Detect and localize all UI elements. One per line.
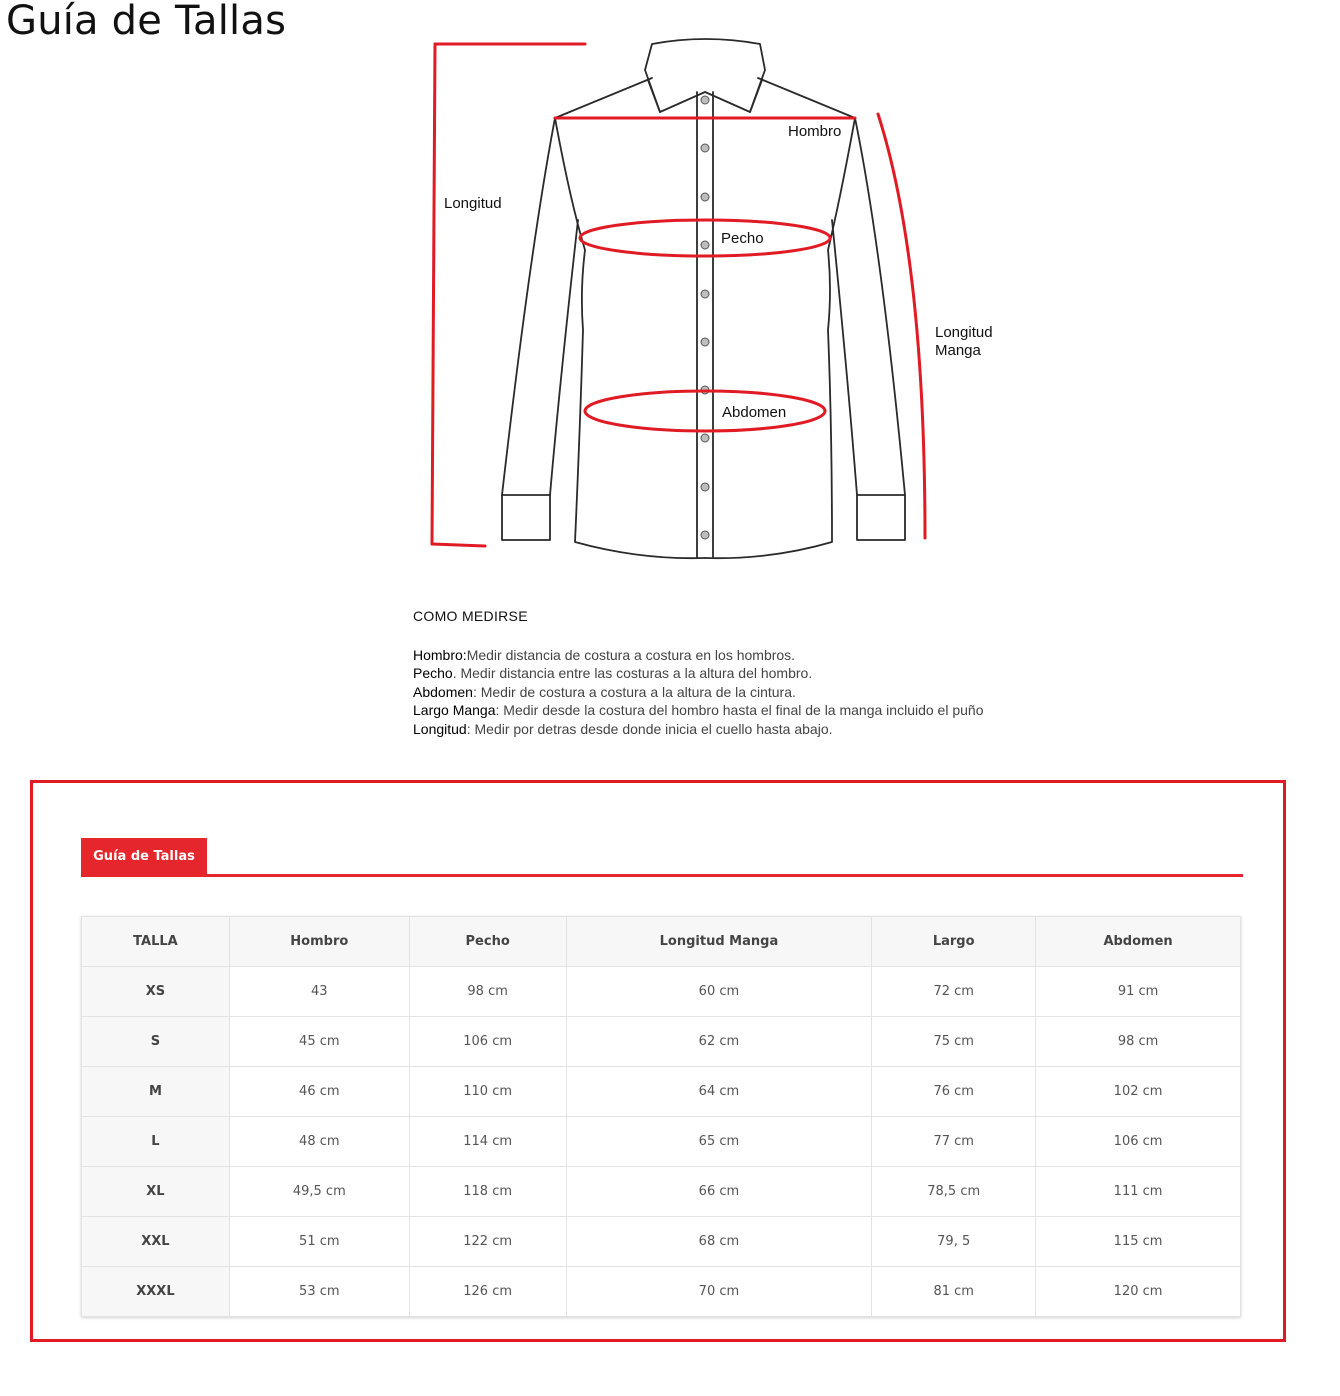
table-cell: 114 cm [409,1117,566,1167]
table-cell: 106 cm [409,1017,566,1067]
shirt-outline-icon [420,30,1060,590]
size-cell: L [82,1117,230,1167]
instruction-row-pecho [413,664,1113,683]
table-cell: 64 cm [566,1067,872,1117]
table-row [82,1117,1241,1167]
table-row [82,1267,1241,1317]
shirt-diagram [420,30,1060,590]
table-cell: 60 cm [566,967,872,1017]
table-cell: 62 cm [566,1017,872,1067]
instruction-row-largo-manga [413,701,1113,720]
size-cell: XXL [82,1217,230,1267]
column-header-talla: TALLA [82,917,230,967]
table-cell: 118 cm [409,1167,566,1217]
size-cell: XS [82,967,230,1017]
size-cell: XL [82,1167,230,1217]
instruction-desc: : Medir desde la costura del hombro hasta el final de la manga incluido el puño [495,702,984,718]
instruction-desc: : Medir por detras desde donde inicia el cuello hasta abajo. [466,720,833,737]
tab-underline [81,874,1243,877]
size-table [81,916,1241,1317]
label-abdomen: Abdomen [722,404,787,421]
table-cell: 122 cm [409,1217,566,1267]
instruction-desc: . Medir distancia entre las costuras a la altura del hombro. [452,665,813,681]
column-header-hombro: Hombro [229,917,409,967]
table-cell: 98 cm [1036,1017,1241,1067]
table-row [82,1067,1241,1117]
table-row [82,967,1241,1017]
table-cell: 49,5 cm [229,1167,409,1217]
table-cell: 48 cm [229,1117,409,1167]
column-header-largo: Largo [872,917,1036,967]
size-guide-tab-bar [81,838,1243,878]
page-title: Guía de Tallas [6,0,287,44]
table-cell: 43 [229,967,409,1017]
table-cell: 81 cm [872,1267,1036,1317]
table-cell: 53 cm [229,1267,409,1317]
table-cell: 66 cm [566,1167,872,1217]
instruction-row-abdomen [413,683,1113,702]
instruction-term: Abdomen [413,683,473,700]
table-cell: 111 cm [1036,1167,1241,1217]
table-cell: 126 cm [409,1267,566,1317]
table-cell: 106 cm [1036,1117,1241,1167]
table-row [82,1167,1241,1217]
label-longitud: Longitud [444,195,502,212]
table-cell: 76 cm [872,1067,1036,1117]
table-cell: 46 cm [229,1067,409,1117]
table-cell: 120 cm [1036,1267,1241,1317]
table-row [82,1217,1241,1267]
table-cell: 110 cm [409,1067,566,1117]
instruction-row-hombro [413,646,1113,665]
instruction-desc: Medir distancia de costura a costura en los hombros. [466,646,796,663]
table-cell: 45 cm [229,1017,409,1067]
table-header-row [82,917,1241,967]
column-header-longitud-manga: Longitud Manga [566,917,872,967]
table-cell: 77 cm [872,1117,1036,1167]
size-cell: M [82,1067,230,1117]
label-longitud-manga-1: Longitud [935,324,993,341]
instruction-term: Longitud [413,720,467,737]
table-row [82,1017,1241,1067]
table-cell: 75 cm [872,1017,1036,1067]
instruction-desc: : Medir de costura a costura a la altura de la cintura. [472,683,796,700]
table-cell: 78,5 cm [872,1167,1036,1217]
instruction-term: Largo Manga [413,702,496,718]
table-cell: 70 cm [566,1267,872,1317]
instruction-term: Pecho [413,665,453,681]
column-header-abdomen: Abdomen [1036,917,1241,967]
table-cell: 98 cm [409,967,566,1017]
table-cell: 115 cm [1036,1217,1241,1267]
label-pecho: Pecho [721,230,764,247]
table-cell: 51 cm [229,1217,409,1267]
tab-size-guide[interactable]: Guía de Tallas [81,838,207,875]
column-header-pecho: Pecho [409,917,566,967]
table-cell: 68 cm [566,1217,872,1267]
label-hombro: Hombro [788,123,842,140]
instruction-term: Hombro: [413,646,467,663]
table-cell: 102 cm [1036,1067,1241,1117]
table-cell: 65 cm [566,1117,872,1167]
size-cell: S [82,1017,230,1067]
size-guide-panel [30,780,1286,1342]
table-cell: 91 cm [1036,967,1241,1017]
instructions-heading: COMO MEDIRSE [413,608,528,624]
measurement-instructions [413,607,1113,738]
table-cell: 72 cm [872,967,1036,1017]
instruction-row-longitud [413,720,1113,739]
label-longitud-manga-2: Manga [935,342,981,359]
table-cell: 79, 5 [872,1217,1036,1267]
size-cell: XXXL [82,1267,230,1317]
